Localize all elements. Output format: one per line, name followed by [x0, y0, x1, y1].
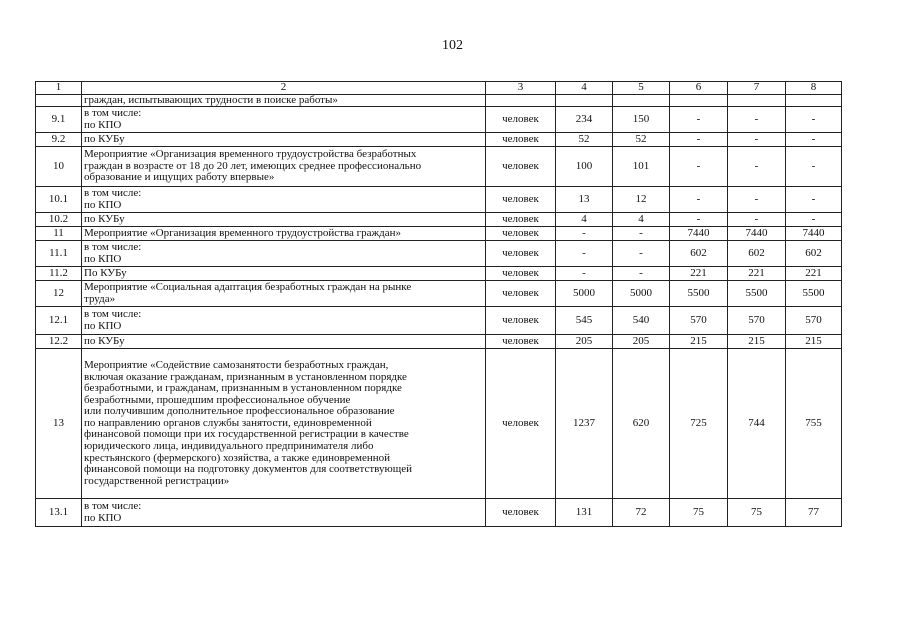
value-cell: - — [556, 241, 613, 267]
table-row — [36, 335, 842, 349]
value-cell: 77 — [786, 499, 842, 527]
value-cell: - — [670, 187, 728, 213]
value-cell: 75 — [670, 499, 728, 527]
description-line: по КПО — [84, 511, 122, 524]
description-line: безработными, прошедшим профессиональное обучение — [84, 393, 351, 406]
unit-cell: человек — [486, 187, 556, 213]
row-number-cell — [36, 94, 82, 107]
table-row — [36, 241, 842, 267]
description-line: Мероприятие «Организация временного трудоустройства безработных — [84, 148, 417, 161]
description-line: по направлению органов службы занятости, единовременной — [84, 416, 372, 429]
description-line: в том числе: — [84, 241, 142, 254]
header-cell: 4 — [556, 82, 613, 95]
value-cell: - — [786, 107, 842, 133]
header-cell: 7 — [728, 82, 786, 95]
value-cell: - — [670, 213, 728, 227]
value-cell: 221 — [728, 267, 786, 281]
value-cell: 150 — [613, 107, 670, 133]
value-cell: 570 — [670, 307, 728, 335]
row-number-cell: 13 — [36, 349, 82, 499]
value-cell: 205 — [613, 335, 670, 349]
value-cell: 5000 — [613, 281, 670, 307]
table-row — [36, 499, 842, 527]
value-cell: 602 — [728, 241, 786, 267]
description-line: финансовой помощи на подготовку документов для соответствующей — [84, 463, 412, 476]
value-cell: 234 — [556, 107, 613, 133]
description-line: образование и ищущих работу впервые» — [84, 171, 275, 184]
unit-cell: человек — [486, 213, 556, 227]
row-number-cell: 12 — [36, 281, 82, 307]
value-cell: - — [728, 213, 786, 227]
description-cell — [82, 227, 486, 241]
value-cell: - — [613, 267, 670, 281]
value-cell: 12 — [613, 187, 670, 213]
header-cell: 1 — [36, 82, 82, 95]
value-cell: - — [670, 133, 728, 147]
value-cell — [728, 94, 786, 107]
table-row — [36, 133, 842, 147]
table-row — [36, 227, 842, 241]
value-cell: 72 — [613, 499, 670, 527]
table-row — [36, 187, 842, 213]
value-cell — [786, 94, 842, 107]
table-row — [36, 107, 842, 133]
value-cell: 5500 — [728, 281, 786, 307]
description-line: включая оказание гражданам, признанным в установленном порядке — [84, 370, 407, 383]
unit-cell: человек — [486, 499, 556, 527]
row-number-cell: 12.2 — [36, 335, 82, 349]
value-cell: 215 — [786, 335, 842, 349]
description-line: По КУБу — [84, 266, 127, 279]
value-cell: - — [786, 213, 842, 227]
description-line: в том числе: — [84, 107, 142, 120]
unit-cell: человек — [486, 147, 556, 187]
description-cell — [82, 213, 486, 227]
value-cell: - — [786, 187, 842, 213]
header-cell: 5 — [613, 82, 670, 95]
value-cell: 755 — [786, 349, 842, 499]
unit-cell: человек — [486, 335, 556, 349]
table-row — [36, 267, 842, 281]
description-line: по КУБу — [84, 212, 125, 225]
table-row — [36, 213, 842, 227]
value-cell: 221 — [670, 267, 728, 281]
table-row — [36, 281, 842, 307]
value-cell: 570 — [786, 307, 842, 335]
value-cell: - — [556, 267, 613, 281]
value-cell: 7440 — [670, 227, 728, 241]
description-cell — [82, 281, 486, 307]
description-line: крестьянского (фермерского) хозяйства, а также единовременной — [84, 451, 391, 464]
value-cell: 4 — [613, 213, 670, 227]
unit-cell: человек — [486, 281, 556, 307]
header-cell: 3 — [486, 82, 556, 95]
unit-cell: человек — [486, 267, 556, 281]
description-line: по КПО — [84, 198, 122, 211]
value-cell: 5000 — [556, 281, 613, 307]
description-cell — [82, 187, 486, 213]
value-cell: 1237 — [556, 349, 613, 499]
description-line: в том числе: — [84, 187, 142, 200]
value-cell: 205 — [556, 335, 613, 349]
description-cell — [82, 147, 486, 187]
value-cell: 744 — [728, 349, 786, 499]
description-line: Мероприятие «Организация временного трудоустройства граждан» — [84, 226, 402, 239]
description-line: финансовой помощи при их государственной регистрации в качестве — [84, 428, 409, 441]
unit-cell: человек — [486, 349, 556, 499]
description-line: государственной регистрации» — [84, 474, 230, 487]
value-cell: - — [556, 227, 613, 241]
value-cell: 570 — [728, 307, 786, 335]
row-number-cell: 9.2 — [36, 133, 82, 147]
value-cell: 100 — [556, 147, 613, 187]
value-cell: 101 — [613, 147, 670, 187]
description-line: Мероприятие «Содействие самозанятости безработных граждан, — [84, 358, 389, 371]
header-cell: 8 — [786, 82, 842, 95]
row-number-cell: 11.1 — [36, 241, 82, 267]
description-cell — [82, 133, 486, 147]
unit-cell: человек — [486, 241, 556, 267]
value-cell: 215 — [670, 335, 728, 349]
description-cell — [82, 307, 486, 335]
description-line: по КПО — [84, 319, 122, 332]
description-line: безработными, и гражданам, признанным в установленном порядке — [84, 382, 402, 395]
row-number-cell: 10 — [36, 147, 82, 187]
value-cell: 7440 — [786, 227, 842, 241]
description-line: или получившим дополнительное профессиональное образование — [84, 405, 395, 418]
value-cell: 5500 — [786, 281, 842, 307]
value-cell: 52 — [613, 133, 670, 147]
description-cell — [82, 107, 486, 133]
value-cell: 725 — [670, 349, 728, 499]
row-number-cell: 9.1 — [36, 107, 82, 133]
row-number-cell: 10.1 — [36, 187, 82, 213]
description-line: в том числе: — [84, 308, 142, 321]
value-cell: 13 — [556, 187, 613, 213]
description-line: труда» — [84, 292, 116, 305]
header-cell: 2 — [82, 82, 486, 95]
header-cell: 6 — [670, 82, 728, 95]
description-line: в том числе: — [84, 500, 142, 513]
value-cell: 602 — [670, 241, 728, 267]
value-cell: 52 — [556, 133, 613, 147]
value-cell: - — [786, 147, 842, 187]
value-cell: - — [613, 227, 670, 241]
description-line: по КУБу — [84, 334, 125, 347]
page-number: 102 — [442, 38, 463, 53]
unit-cell: человек — [486, 133, 556, 147]
description-line: граждан, испытывающих трудности в поиске работы» — [84, 94, 338, 106]
description-cell — [82, 349, 486, 499]
value-cell: 7440 — [728, 227, 786, 241]
description-line: юридического лица, индивидуального предпринимателя либо — [84, 440, 374, 453]
description-cell — [82, 241, 486, 267]
table-row — [36, 349, 842, 499]
value-cell: - — [728, 107, 786, 133]
description-cell — [82, 499, 486, 527]
unit-cell: человек — [486, 107, 556, 133]
table-row — [36, 147, 842, 187]
value-cell: 215 — [728, 335, 786, 349]
value-cell: - — [728, 133, 786, 147]
unit-cell — [486, 94, 556, 107]
row-number-cell: 12.1 — [36, 307, 82, 335]
row-number-cell: 13.1 — [36, 499, 82, 527]
value-cell — [613, 94, 670, 107]
value-cell — [670, 94, 728, 107]
value-cell: - — [728, 187, 786, 213]
table-header-row — [36, 82, 842, 95]
table-row — [36, 307, 842, 335]
description-line: по КПО — [84, 252, 122, 265]
description-line: по КУБу — [84, 132, 125, 145]
value-cell: - — [728, 147, 786, 187]
value-cell: 540 — [613, 307, 670, 335]
value-cell: 545 — [556, 307, 613, 335]
table-row — [36, 94, 842, 107]
description-line: граждан в возрасте от 18 до 20 лет, имеющих среднее профессионально — [84, 159, 422, 172]
row-number-cell: 10.2 — [36, 213, 82, 227]
value-cell: 131 — [556, 499, 613, 527]
description-cell — [82, 335, 486, 349]
row-number-cell: 11.2 — [36, 267, 82, 281]
description-cell — [82, 94, 486, 107]
value-cell: - — [670, 107, 728, 133]
measures-table — [35, 81, 842, 527]
value-cell: 602 — [786, 241, 842, 267]
value-cell: - — [670, 147, 728, 187]
unit-cell: человек — [486, 307, 556, 335]
value-cell — [556, 94, 613, 107]
value-cell: 4 — [556, 213, 613, 227]
value-cell: - — [786, 133, 842, 147]
description-line: по КПО — [84, 118, 122, 131]
description-cell — [82, 267, 486, 281]
value-cell: 5500 — [670, 281, 728, 307]
value-cell: - — [613, 241, 670, 267]
value-cell: 620 — [613, 349, 670, 499]
unit-cell: человек — [486, 227, 556, 241]
row-number-cell: 11 — [36, 227, 82, 241]
description-line: Мероприятие «Социальная адаптация безработных граждан на рынке — [84, 281, 412, 294]
value-cell: 221 — [786, 267, 842, 281]
value-cell: 75 — [728, 499, 786, 527]
